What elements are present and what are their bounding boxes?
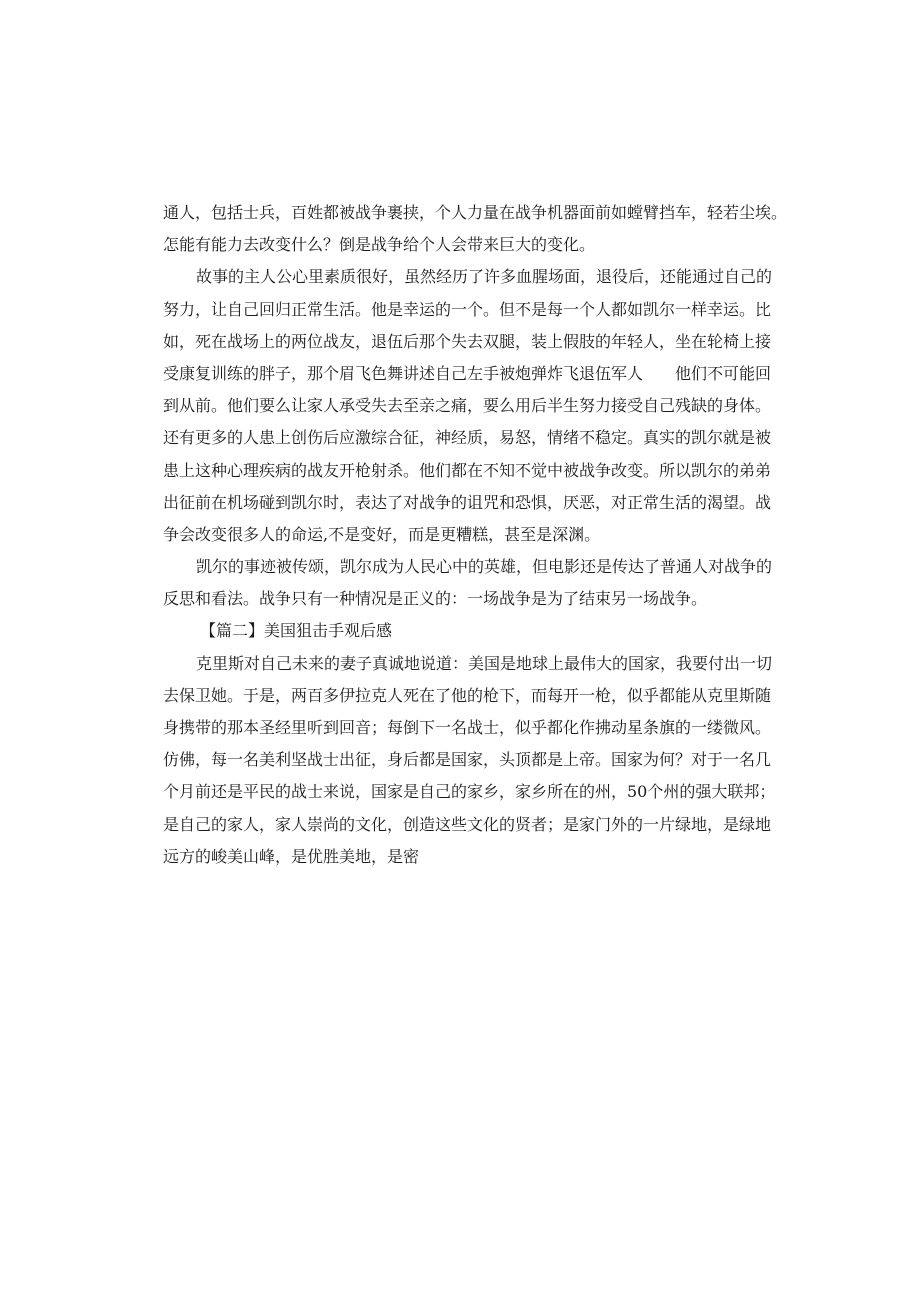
text-line: 出征前在机场碰到凯尔时，表达了对战争的诅咒和恐惧，厌恶，对正常生活的渴望。战 [163, 492, 772, 512]
text-line: 反思和看法。战争只有一种情况是正义的：一场战争是为了结束另一场战争。 [163, 589, 708, 609]
text-line: 到从前。他们要么让家人承受失去至亲之痛，要么用后半生努力接受自己残缺的身体。 [163, 396, 772, 416]
text-line: 如，死在战场上的两位战友，退伍后那个失去双腿，装上假肢的年轻人，坐在轮椅上接 [163, 331, 772, 351]
text-line: 是自己的家人，家人崇尚的文化，创造这些文化的贤者；是家门外的一片绿地，是绿地 [163, 814, 772, 834]
text-line: 患上这种心理疾病的战友开枪射杀。他们都在不知不觉中被战争改变。所以凯尔的弟弟 [163, 460, 772, 480]
text-line: 争会改变很多人的命运,不是变好，而是更糟糕，甚至是深渊。 [163, 524, 601, 544]
text-line: 努力，让自己回归正常生活。他是幸运的一个。但不是每一个人都如凯尔一样幸运。比 [163, 299, 772, 319]
text-line: 仿佛，每一名美利坚战士出征，身后都是国家，头顶都是上帝。国家为何？对于一名几 [163, 750, 772, 770]
text-line: 还有更多的人患上创伤后应激综合征，神经质，易怒，情绪不稳定。真实的凯尔就是被 [163, 428, 772, 448]
body-text [163, 197, 788, 873]
text-line: 怎能有能力去改变什么？倒是战争给个人会带来巨大的变化。 [163, 235, 596, 255]
text-line: 个月前还是平民的战士来说，国家是自己的家乡，家乡所在的州，50个州的强大联邦； [163, 782, 776, 802]
text-line: 身携带的那本圣经里听到回音；每倒下一名战士，似乎都化作拂动星条旗的一缕微风。 [163, 718, 772, 737]
section-heading: 【篇二】美国狙击手观后感 [200, 621, 393, 641]
text-line: 去保卫她。于是，两百多伊拉克人死在了他的枪下，而每开一枪，似乎都能从克里斯随 [163, 685, 772, 705]
text-line: 克里斯对自己未来的妻子真诚地说道：美国是地球上最伟大的国家，我要付出一切 [196, 653, 773, 673]
text-line: 受康复训练的胖子，那个眉飞色舞讲述自己左手被炮弹炸飞退伍军人 他们不可能回 [163, 363, 772, 383]
text-line: 故事的主人公心里素质很好，虽然经历了许多血腥场面，退役后，还能通过自己的 [196, 267, 773, 287]
text-line: 通人，包括士兵，百姓都被战争裹挟，个人力量在战争机器面前如螳臂挡车，轻若尘埃。 [163, 203, 788, 222]
text-line: 凯尔的事迹被传颂，凯尔成为人民心中的英雄，但电影还是传达了普通人对战争的 [196, 557, 773, 577]
text-line: 远方的峻美山峰，是优胜美地，是密 [163, 846, 420, 866]
